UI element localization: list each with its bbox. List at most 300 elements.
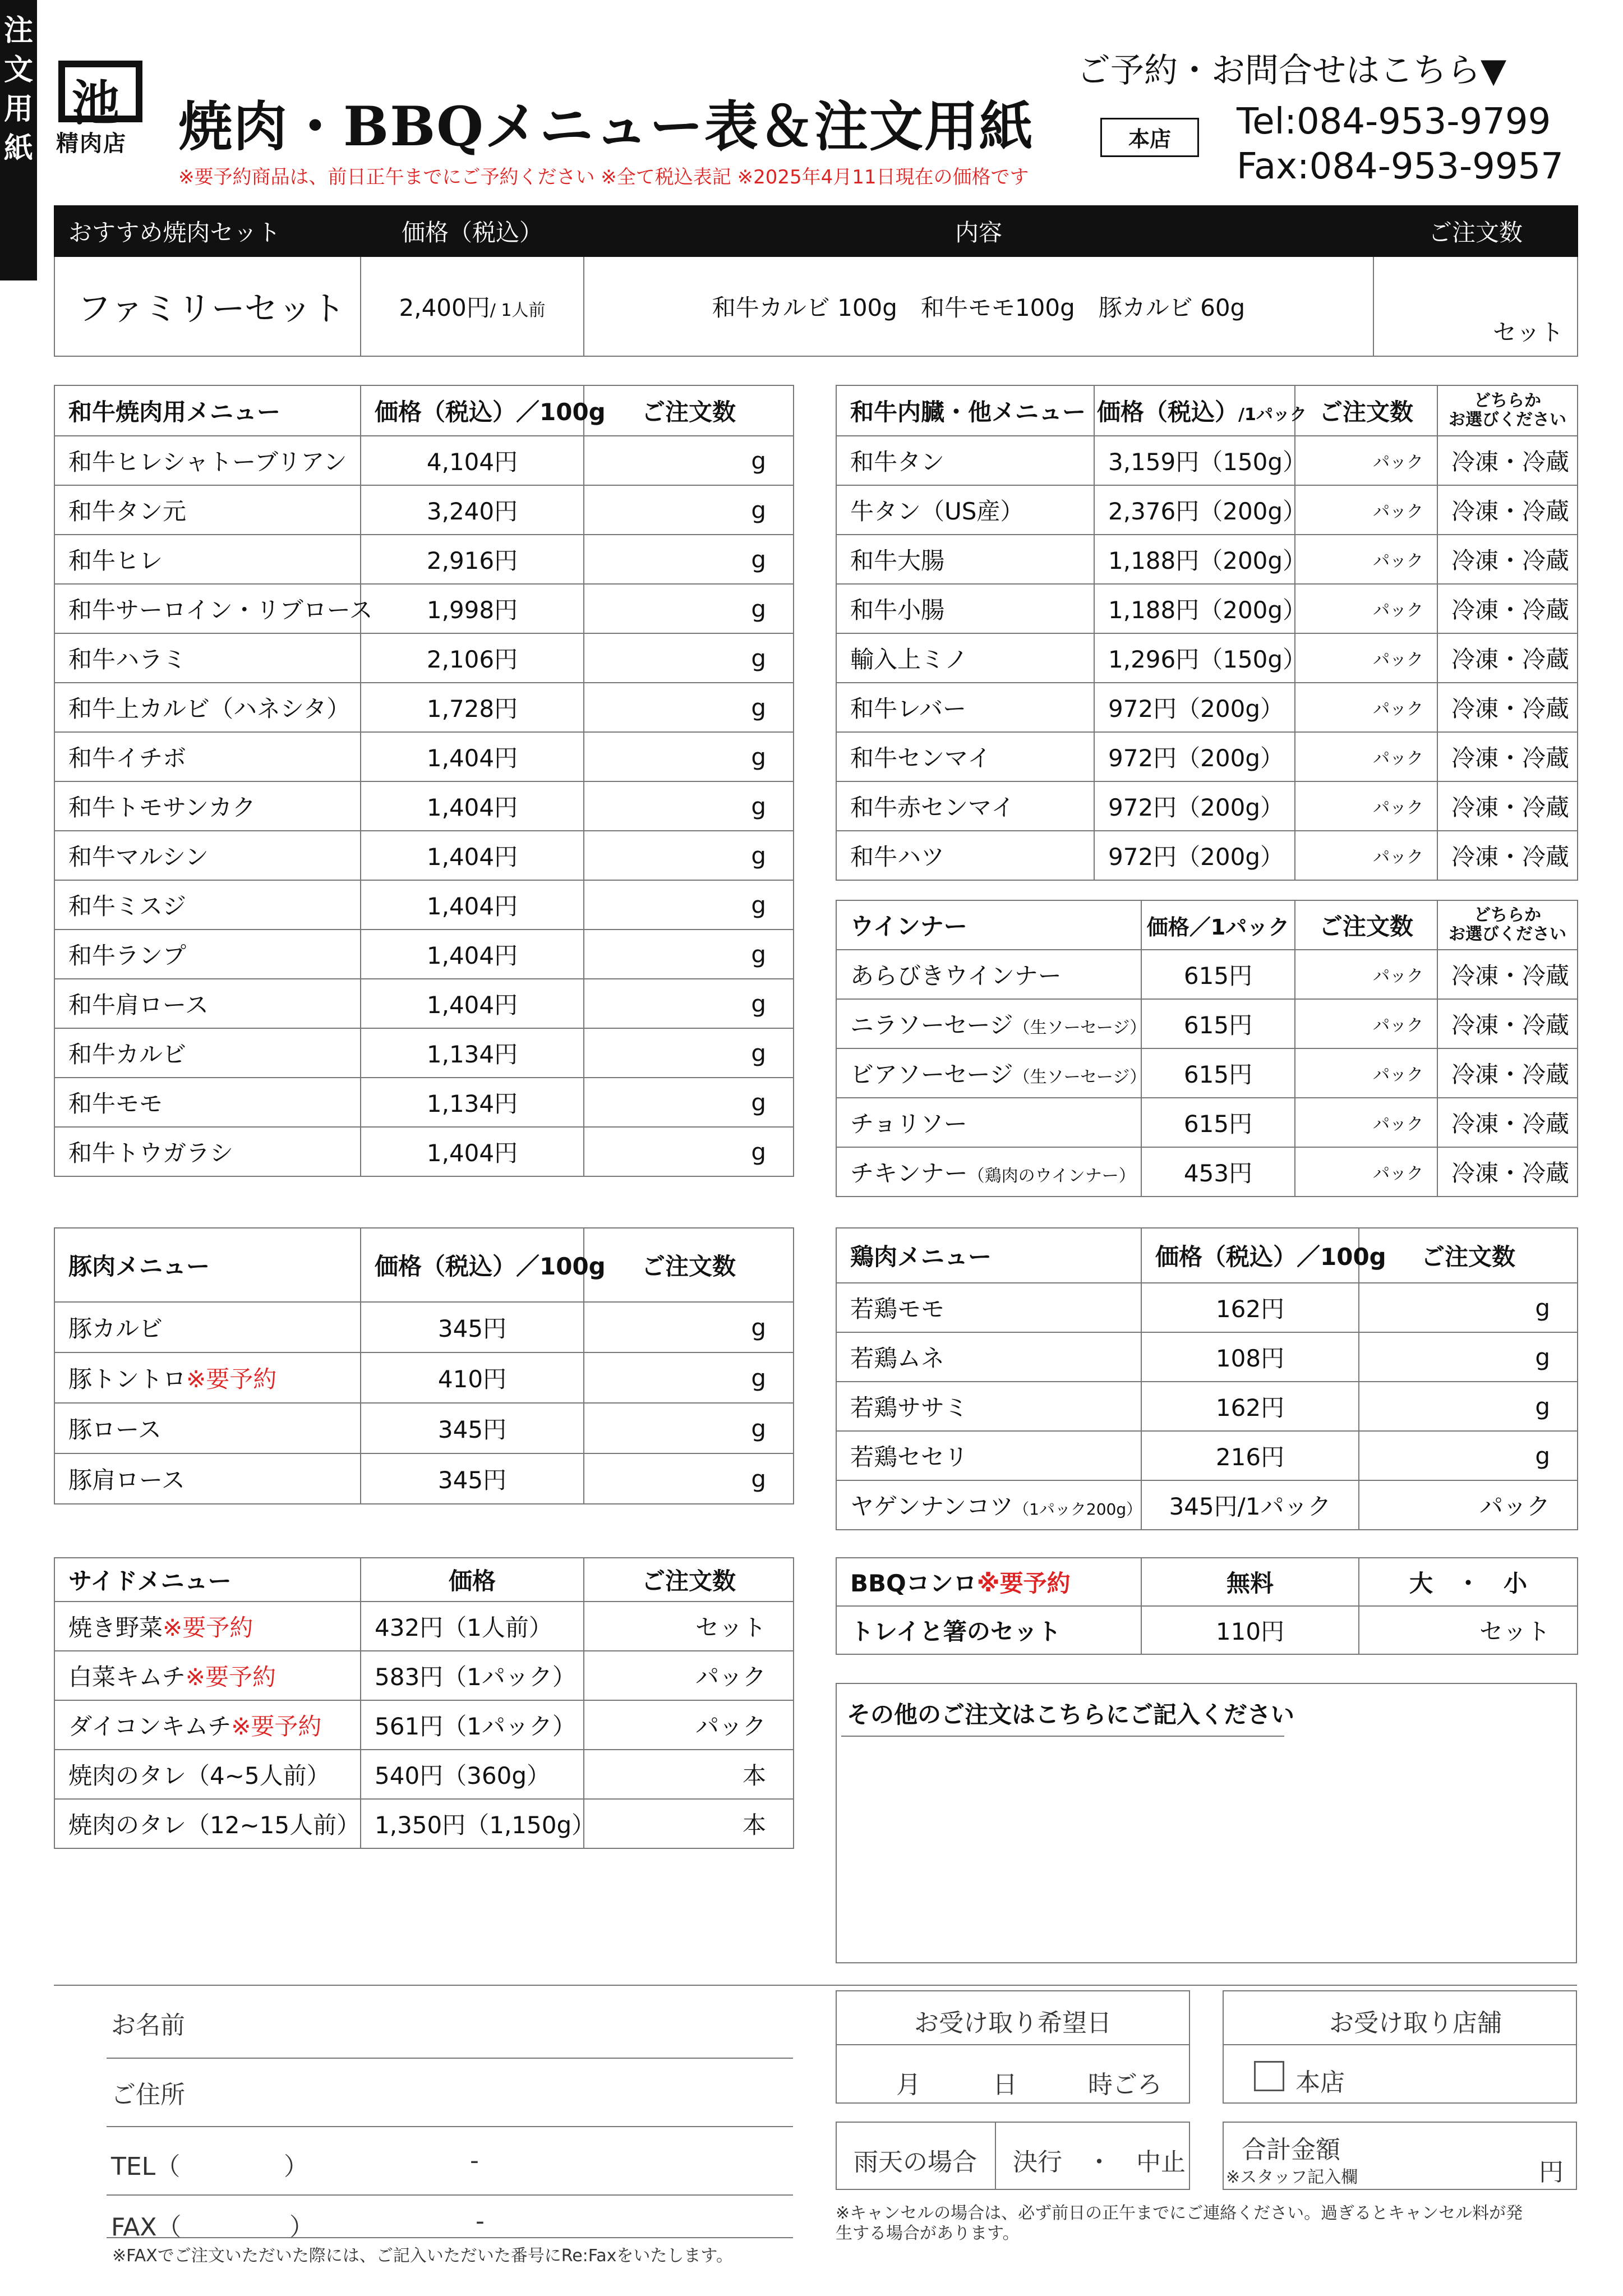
sausage-qty-input[interactable]: パック	[1295, 1147, 1437, 1197]
offal-row	[836, 683, 1578, 732]
fax-note: ※FAXでご注文いただいた際には、ご記入いただいた番号にRe:Faxをいたします。	[112, 2246, 734, 2266]
chicken-item-name: 若鶏セセリ	[850, 1443, 969, 1471]
side-qty-input[interactable]: パック	[584, 1700, 794, 1750]
pork-row	[54, 1403, 794, 1453]
offal-item-name: 和牛センマイ	[836, 732, 1094, 781]
wagyu-item-price: 1,728円	[361, 683, 584, 732]
wagyu-item-price: 1,404円	[361, 781, 584, 831]
sausage-row	[836, 950, 1578, 999]
pickup-time: 時ごろ	[1088, 2070, 1162, 2099]
sausage-item-name: ニラソーセージ	[850, 1011, 1013, 1039]
offal-header-name: 和牛内臓・他メニュー	[836, 385, 1094, 436]
wagyu-item-name: 和牛モモ	[54, 1078, 361, 1127]
wagyu-qty-input[interactable]: g	[584, 436, 794, 485]
chicken-item-price: 162円	[1141, 1283, 1359, 1332]
pork-item-name: 豚トントロ	[68, 1365, 187, 1393]
offal-row	[836, 781, 1578, 831]
wagyu-qty-input[interactable]: g	[584, 1078, 794, 1127]
bbq-tray-price: 110円	[1141, 1606, 1359, 1654]
sausage-item-note: （鶏肉のウインナー）	[967, 1166, 1136, 1186]
offal-item-price: 1,188円（200g）	[1094, 535, 1295, 584]
side-item-name: 焼き野菜	[68, 1614, 163, 1641]
customer-fax-label: FAX（	[111, 2213, 182, 2242]
set-table	[54, 205, 1578, 357]
sausage-storage-choice[interactable]: 冷凍・冷蔵	[1437, 1098, 1578, 1147]
fax-number: Fax:084-953-9957	[1237, 146, 1564, 187]
sausage-item-price: 453円	[1141, 1147, 1295, 1197]
side-row	[54, 1750, 794, 1799]
chicken-row	[836, 1332, 1578, 1382]
offal-item-name: 和牛大腸	[836, 535, 1094, 584]
side-row	[54, 1602, 794, 1651]
offal-qty-input[interactable]: パック	[1295, 781, 1437, 831]
wagyu-qty-input[interactable]: g	[584, 880, 794, 930]
pork-item-price: 345円	[361, 1403, 584, 1453]
sausage-storage-choice[interactable]: 冷凍・冷蔵	[1437, 1147, 1578, 1197]
total-note: ※スタッフ記入欄	[1226, 2168, 1358, 2187]
sausage-item-name: チキンナー	[850, 1159, 968, 1187]
pork-table	[54, 1227, 794, 1504]
side-item-price: 432円（1人前）	[361, 1602, 584, 1651]
pickup-date-label: お受け取り希望日	[914, 2009, 1112, 2037]
pickup-shop-divider	[1223, 2044, 1577, 2045]
pork-qty-input[interactable]: g	[584, 1302, 794, 1352]
chicken-table	[836, 1227, 1578, 1530]
chicken-item-cell	[836, 1283, 1141, 1332]
set-price: 2,400円	[399, 294, 490, 321]
customer-address-field[interactable]	[107, 2126, 793, 2127]
offal-item-name: 和牛ハツ	[836, 831, 1094, 880]
sausage-item-price: 615円	[1141, 950, 1295, 999]
offal-item-price: 972円（200g）	[1094, 831, 1295, 880]
chicken-item-name: ヤゲンナンコツ	[850, 1493, 1014, 1520]
wagyu-header-name: 和牛焼肉用メニュー	[54, 385, 361, 436]
chicken-item-cell	[836, 1431, 1141, 1480]
customer-tel-field[interactable]	[107, 2194, 793, 2196]
offal-item-price: 2,376円（200g）	[1094, 485, 1295, 535]
chicken-header-name: 鶏肉メニュー	[836, 1228, 1141, 1283]
side-item-name: 焼肉のタレ（4~5人前）	[68, 1762, 330, 1789]
chicken-item-note: （1パック200g）	[1013, 1500, 1142, 1519]
sausage-item-cell	[836, 1098, 1141, 1147]
offal-qty-input[interactable]: パック	[1295, 732, 1437, 781]
side-item-cell	[54, 1750, 361, 1799]
sausage-header-choice	[1437, 900, 1578, 950]
offal-header-choice-2: お選びください	[1449, 410, 1566, 430]
wagyu-row	[54, 683, 794, 732]
sausage-item-cell	[836, 1048, 1147, 1098]
wagyu-qty-input[interactable]: g	[584, 485, 794, 535]
side-qty-input[interactable]: 本	[584, 1750, 794, 1799]
customer-tel-label: TEL（	[111, 2152, 181, 2181]
offal-item-price: 972円（200g）	[1094, 683, 1295, 732]
wagyu-item-name: 和牛ヒレ	[54, 535, 361, 584]
wagyu-item-price: 1,134円	[361, 1028, 584, 1078]
pork-item-price: 345円	[361, 1453, 584, 1504]
wagyu-qty-input[interactable]: g	[584, 1127, 794, 1176]
wagyu-row	[54, 584, 794, 633]
side-header-name: サイドメニュー	[54, 1558, 361, 1602]
pork-item-name: 豚カルビ	[68, 1315, 163, 1342]
side-qty-input[interactable]: 本	[584, 1799, 794, 1848]
logo-subtext: 精肉店	[56, 131, 127, 157]
bbq-tray-name: トレイと箸のセット	[836, 1606, 1141, 1654]
offal-header-choice-1: どちらか	[1474, 391, 1541, 411]
wagyu-row	[54, 535, 794, 584]
side-item-cell	[54, 1700, 361, 1750]
side-qty-input[interactable]: セット	[584, 1602, 794, 1651]
wagyu-item-price: 1,134円	[361, 1078, 584, 1127]
wagyu-row	[54, 979, 794, 1028]
chicken-qty-input[interactable]: g	[1359, 1283, 1578, 1332]
other-order-underline	[841, 1736, 1284, 1737]
sausage-item-name: ビアソーセージ	[850, 1061, 1013, 1088]
offal-qty-input[interactable]: パック	[1295, 535, 1437, 584]
sausage-qty-input[interactable]: パック	[1295, 1048, 1437, 1098]
customer-fax-close: ）	[289, 2213, 314, 2242]
wagyu-item-price: 1,404円	[361, 831, 584, 880]
sausage-item-price: 615円	[1141, 1098, 1295, 1147]
pork-row	[54, 1453, 794, 1504]
pork-qty-input[interactable]: g	[584, 1403, 794, 1453]
chicken-item-cell	[836, 1480, 1141, 1530]
wagyu-item-name: 和牛ランプ	[54, 930, 361, 979]
side-table	[54, 1557, 794, 1849]
wagyu-item-price: 1,404円	[361, 930, 584, 979]
pickup-shop-checkbox[interactable]	[1254, 2061, 1284, 2091]
chicken-qty-input[interactable]: パック	[1359, 1480, 1578, 1530]
offal-row	[836, 436, 1578, 485]
pork-item-name: 豚肩ロース	[68, 1466, 185, 1494]
sausage-row	[836, 1147, 1578, 1197]
offal-row	[836, 831, 1578, 880]
chicken-item-price: 162円	[1141, 1382, 1359, 1431]
offal-storage-choice[interactable]: 冷凍・冷蔵	[1437, 485, 1578, 535]
wagyu-row	[54, 436, 794, 485]
wagyu-row	[54, 732, 794, 781]
wagyu-row	[54, 831, 794, 880]
wagyu-row	[54, 485, 794, 535]
set-header-qty: ご注文数	[1373, 206, 1578, 256]
sausage-item-note: （生ソーセージ）	[1013, 1018, 1147, 1038]
bbq-stove-size-choice[interactable]: 大 ・ 小	[1359, 1558, 1578, 1606]
wagyu-item-name: 和牛イチボ	[54, 732, 361, 781]
offal-row	[836, 535, 1578, 584]
offal-header-choice	[1437, 385, 1578, 436]
wagyu-item-price: 2,106円	[361, 633, 584, 683]
sausage-item-price: 615円	[1141, 1048, 1295, 1098]
sausage-storage-choice[interactable]: 冷凍・冷蔵	[1437, 950, 1578, 999]
offal-header-price-unit: /1パック	[1238, 405, 1307, 425]
pork-qty-input[interactable]: g	[584, 1352, 794, 1403]
other-order-label: その他のご注文はこちらにご記入ください	[847, 1701, 1295, 1728]
side-item-price: 540円（360g）	[361, 1750, 584, 1799]
offal-item-name: 牛タン（US産）	[836, 485, 1094, 535]
chicken-row	[836, 1382, 1578, 1431]
wagyu-item-price: 1,998円	[361, 584, 584, 633]
chicken-item-name: 若鶏ササミ	[850, 1394, 969, 1421]
set-header-price: 価格（税込）	[361, 206, 584, 256]
offal-qty-input[interactable]: パック	[1295, 485, 1437, 535]
wagyu-row	[54, 1078, 794, 1127]
bbq-stove-label: BBQコンロ	[850, 1570, 977, 1597]
side-qty-input[interactable]: パック	[584, 1651, 794, 1700]
cancel-note-line-2: 生する場合があります。	[836, 2224, 1020, 2243]
wagyu-qty-input[interactable]: g	[584, 930, 794, 979]
wagyu-item-name: 和牛サーロイン・リブロース	[54, 584, 361, 633]
chicken-row	[836, 1283, 1578, 1332]
wagyu-header-qty: ご注文数	[584, 385, 794, 436]
side-item-cell	[54, 1799, 361, 1848]
offal-row	[836, 584, 1578, 633]
sausage-qty-input[interactable]: パック	[1295, 1098, 1437, 1147]
pickup-day: 日	[993, 2070, 1017, 2099]
offal-item-name: 和牛赤センマイ	[836, 781, 1094, 831]
offal-header-price-main: 価格（税込）	[1097, 398, 1239, 426]
chicken-qty-input[interactable]: g	[1359, 1431, 1578, 1480]
band-char-4: 紙	[3, 132, 33, 165]
wagyu-qty-input[interactable]: g	[584, 633, 794, 683]
offal-qty-input[interactable]: パック	[1295, 831, 1437, 880]
chicken-row	[836, 1480, 1578, 1530]
wagyu-row	[54, 930, 794, 979]
wagyu-item-name: 和牛肩ロース	[54, 979, 361, 1028]
band-char-2: 文	[3, 53, 33, 87]
side-row	[54, 1799, 794, 1848]
bbq-tray-qty[interactable]: セット	[1359, 1606, 1578, 1654]
chicken-item-price: 108円	[1141, 1332, 1359, 1382]
offal-item-price: 1,188円（200g）	[1094, 584, 1295, 633]
side-header-price: 価格	[361, 1558, 584, 1602]
pickup-shop-option: 本店	[1295, 2068, 1345, 2097]
cancel-note-line-1: ※キャンセルの場合は、必ず前日の正午までにご連絡ください。過ぎるとキャンセル料が発	[836, 2203, 1523, 2223]
set-content: 和牛カルビ 100g 和牛モモ100g 豚カルビ 60g	[584, 256, 1373, 356]
chicken-item-price: 345円/1パック	[1141, 1480, 1359, 1530]
wagyu-item-name: 和牛マルシン	[54, 831, 361, 880]
wagyu-qty-input[interactable]: g	[584, 1028, 794, 1078]
side-item-price: 1,350円（1,150g）	[361, 1799, 584, 1848]
header-notice: ※要予約商品は、前日正午までにご予約ください ※全て税込表記 ※2025年4月11日現在の価格です	[178, 166, 1029, 188]
shop-badge: 本店	[1100, 118, 1199, 157]
customer-fax-field[interactable]	[107, 2237, 793, 2238]
band-char-1: 注	[3, 14, 33, 48]
pork-row	[54, 1352, 794, 1403]
wagyu-row	[54, 781, 794, 831]
set-qty-cell[interactable]	[1373, 256, 1578, 356]
side-reservation-mark: ※要予約	[185, 1663, 276, 1691]
sausage-header-qty: ご注文数	[1295, 900, 1437, 950]
chicken-header-qty: ご注文数	[1359, 1228, 1578, 1283]
page-title: 焼肉・BBQメニュー表＆注文用紙	[178, 95, 1034, 158]
sausage-row	[836, 999, 1578, 1048]
sausage-qty-input[interactable]: パック	[1295, 950, 1437, 999]
offal-storage-choice[interactable]: 冷凍・冷蔵	[1437, 633, 1578, 683]
offal-item-price: 972円（200g）	[1094, 781, 1295, 831]
contact-lead: ご予約・お問合せはこちら▼	[1077, 51, 1507, 90]
chicken-header-price: 価格（税込）／100g	[1141, 1228, 1359, 1283]
phone-number: Tel:084-953-9799	[1237, 101, 1551, 142]
total-unit: 円	[1539, 2158, 1564, 2187]
offal-item-name: 和牛小腸	[836, 584, 1094, 633]
side-item-price: 583円（1パック）	[361, 1651, 584, 1700]
sausage-header-choice-1: どちらか	[1474, 905, 1541, 925]
side-item-cell	[54, 1651, 361, 1700]
pork-item-price: 410円	[361, 1352, 584, 1403]
pork-row	[54, 1302, 794, 1352]
customer-tel-close: ）	[284, 2152, 308, 2181]
offal-header-qty: ご注文数	[1295, 385, 1437, 436]
pork-header-name: 豚肉メニュー	[54, 1228, 361, 1302]
set-header-content: 内容	[584, 206, 1373, 256]
chicken-qty-input[interactable]: g	[1359, 1332, 1578, 1382]
pork-item-cell	[54, 1453, 361, 1504]
bbq-table	[836, 1557, 1578, 1655]
bbq-stove-reservation: ※要予約	[976, 1570, 1071, 1597]
wagyu-item-name: 和牛タン元	[54, 485, 361, 535]
pork-header-qty: ご注文数	[584, 1228, 794, 1302]
wagyu-item-name: 和牛ヒレシャトーブリアン	[54, 436, 361, 485]
wagyu-item-name: 和牛カルビ	[54, 1028, 361, 1078]
offal-qty-input[interactable]: パック	[1295, 584, 1437, 633]
sausage-storage-choice[interactable]: 冷凍・冷蔵	[1437, 1048, 1578, 1098]
rain-label: 雨天の場合	[854, 2148, 977, 2177]
order-form-band	[0, 0, 37, 280]
customer-address-label: ご住所	[111, 2081, 185, 2109]
offal-qty-input[interactable]: パック	[1295, 633, 1437, 683]
chicken-item-cell	[836, 1332, 1141, 1382]
sausage-item-name: チョリソー	[850, 1110, 967, 1138]
side-row	[54, 1700, 794, 1750]
set-name: ファミリーセット	[54, 256, 361, 356]
pork-reservation-mark: ※要予約	[186, 1365, 277, 1393]
offal-item-price: 3,159円（150g）	[1094, 436, 1295, 485]
side-reservation-mark: ※要予約	[231, 1713, 322, 1740]
set-header-name: おすすめ焼肉セット	[54, 206, 361, 256]
wagyu-item-price: 2,916円	[361, 535, 584, 584]
pork-item-cell	[54, 1352, 361, 1403]
sausage-item-cell	[836, 950, 1141, 999]
chicken-qty-input[interactable]: g	[1359, 1382, 1578, 1431]
wagyu-qty-input[interactable]: g	[584, 979, 794, 1028]
offal-storage-choice[interactable]: 冷凍・冷蔵	[1437, 831, 1578, 880]
sausage-storage-choice[interactable]: 冷凍・冷蔵	[1437, 999, 1578, 1048]
wagyu-item-name: 和牛ミスジ	[54, 880, 361, 930]
band-char-3: 用	[3, 93, 33, 126]
wagyu-qty-input[interactable]: g	[584, 535, 794, 584]
wagyu-qty-input[interactable]: g	[584, 831, 794, 880]
wagyu-row	[54, 633, 794, 683]
side-reservation-mark: ※要予約	[163, 1614, 253, 1641]
wagyu-qty-input[interactable]: g	[584, 584, 794, 633]
customer-tel-dash: -	[470, 2146, 479, 2175]
chicken-item-cell	[836, 1382, 1141, 1431]
offal-row	[836, 732, 1578, 781]
side-item-name: 焼肉のタレ（12~15人前）	[68, 1811, 361, 1839]
offal-item-price: 1,296円（150g）	[1094, 633, 1295, 683]
side-row	[54, 1651, 794, 1700]
wagyu-header-price: 価格（税込）／100g	[361, 385, 584, 436]
offal-header-price	[1094, 385, 1307, 436]
offal-row	[836, 485, 1578, 535]
wagyu-item-price: 1,404円	[361, 979, 584, 1028]
offal-storage-choice[interactable]: 冷凍・冷蔵	[1437, 781, 1578, 831]
sausage-header-price: 価格／1パック	[1141, 900, 1295, 950]
wagyu-row	[54, 1127, 794, 1176]
offal-qty-input[interactable]: パック	[1295, 683, 1437, 732]
wagyu-item-price: 4,104円	[361, 436, 584, 485]
sausage-item-note: （生ソーセージ）	[1013, 1068, 1147, 1087]
pork-item-cell	[54, 1302, 361, 1352]
side-item-name: 白菜キムチ	[68, 1663, 186, 1691]
set-price-unit: / 1人前	[490, 301, 546, 320]
chicken-item-name: 若鶏ムネ	[850, 1345, 945, 1372]
offal-item-name: 和牛レバー	[836, 683, 1094, 732]
offal-storage-choice[interactable]: 冷凍・冷蔵	[1437, 436, 1578, 485]
sausage-item-price: 615円	[1141, 999, 1295, 1048]
side-header-qty: ご注文数	[584, 1558, 794, 1602]
form-top-rule	[54, 1985, 1577, 1986]
side-item-price: 561円（1パック）	[361, 1700, 584, 1750]
pickup-month: 月	[896, 2070, 921, 2099]
pork-item-price: 345円	[361, 1302, 584, 1352]
pork-header-price: 価格（税込）／100g	[361, 1228, 584, 1302]
logo-mark: 池	[72, 75, 120, 131]
wagyu-qty-input[interactable]: g	[584, 732, 794, 781]
pork-item-cell	[54, 1403, 361, 1453]
customer-fax-dash: -	[476, 2207, 485, 2235]
sausage-item-cell	[836, 999, 1147, 1048]
set-price-cell	[361, 256, 584, 356]
offal-row	[836, 633, 1578, 683]
wagyu-qty-input[interactable]: g	[584, 683, 794, 732]
sausage-item-cell	[836, 1147, 1141, 1197]
side-item-cell	[54, 1602, 361, 1651]
pork-item-name: 豚ロース	[68, 1416, 162, 1443]
pickup-shop-label: お受け取り店舗	[1329, 2009, 1502, 2037]
customer-name-label: お名前	[111, 2011, 185, 2040]
sausage-header-name: ウインナー	[836, 900, 1141, 950]
wagyu-item-name: 和牛トモサンカク	[54, 781, 361, 831]
chicken-row	[836, 1431, 1578, 1480]
offal-item-price: 972円（200g）	[1094, 732, 1295, 781]
sausage-qty-input[interactable]: パック	[1295, 999, 1437, 1048]
offal-storage-choice[interactable]: 冷凍・冷蔵	[1437, 535, 1578, 584]
offal-table	[836, 385, 1578, 881]
offal-qty-input[interactable]: パック	[1295, 436, 1437, 485]
offal-storage-choice[interactable]: 冷凍・冷蔵	[1437, 732, 1578, 781]
offal-storage-choice[interactable]: 冷凍・冷蔵	[1437, 584, 1578, 633]
pork-qty-input[interactable]: g	[584, 1453, 794, 1504]
total-label: 合計金額	[1242, 2136, 1340, 2164]
customer-name-field[interactable]	[107, 2058, 793, 2059]
bbq-stove-price: 無料	[1141, 1558, 1359, 1606]
pickup-date-divider	[836, 2044, 1190, 2045]
rain-options[interactable]: 決行 ・ 中止	[1013, 2148, 1186, 2177]
wagyu-item-name: 和牛トウガラシ	[54, 1127, 361, 1176]
wagyu-row	[54, 1028, 794, 1078]
wagyu-item-price: 1,404円	[361, 732, 584, 781]
rain-divider	[995, 2122, 996, 2190]
sausage-row	[836, 1098, 1578, 1147]
wagyu-qty-input[interactable]: g	[584, 781, 794, 831]
wagyu-row	[54, 880, 794, 930]
wagyu-item-price: 1,404円	[361, 880, 584, 930]
bbq-stove-name	[836, 1558, 1141, 1606]
offal-item-name: 和牛タン	[836, 436, 1094, 485]
sausage-row	[836, 1048, 1578, 1098]
offal-storage-choice[interactable]: 冷凍・冷蔵	[1437, 683, 1578, 732]
wagyu-item-price: 1,404円	[361, 1127, 584, 1176]
